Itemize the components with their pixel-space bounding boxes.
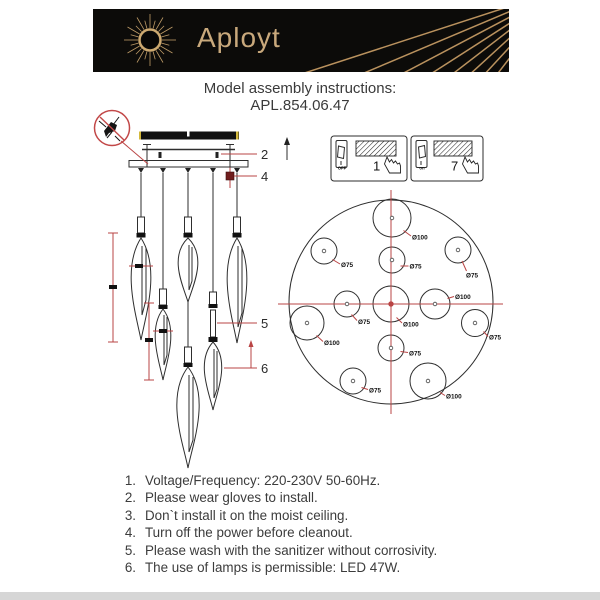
assembly-title: Model assembly instructions: xyxy=(203,80,397,97)
pendant xyxy=(178,217,198,302)
instruction-item xyxy=(119,489,437,506)
terminal-strip-icon xyxy=(434,141,472,156)
step-number: 7 xyxy=(451,158,459,174)
diameter-label: Ø100 xyxy=(412,234,428,242)
instruction-number: 1. xyxy=(124,473,136,488)
step-number: 1 xyxy=(373,158,381,174)
pointing-hand-icon xyxy=(385,157,401,173)
wire-hook xyxy=(234,168,240,173)
instruction-number: 4. xyxy=(124,525,136,541)
callout-5 xyxy=(217,316,268,331)
up-arrow-icon xyxy=(284,137,290,160)
switch-on-icon xyxy=(416,141,427,168)
callout-label: 2 xyxy=(261,147,269,162)
instruction-item xyxy=(119,507,437,524)
ceiling-bar xyxy=(139,132,239,140)
instruction-item xyxy=(119,472,437,489)
pendant xyxy=(177,347,199,468)
wire-hook xyxy=(210,168,216,173)
terminal-strip-icon xyxy=(356,141,396,156)
side-view-diagram xyxy=(95,111,291,469)
diameter-label: Ø100 xyxy=(324,340,340,347)
diameter-labels xyxy=(324,235,502,401)
cord-grip xyxy=(226,168,234,189)
callout-6 xyxy=(224,340,268,376)
instructions-list xyxy=(119,472,437,576)
mounting-bracket xyxy=(142,145,235,168)
instruction-number: 5. xyxy=(124,542,136,558)
diameter-label: Ø75 xyxy=(409,263,422,271)
instruction-item xyxy=(119,559,437,576)
wire-hook xyxy=(160,168,166,173)
diameter-label: Ø75 xyxy=(341,262,354,269)
instruction-text: Turn off the power before cleanout. xyxy=(145,525,353,541)
pendant xyxy=(204,292,221,410)
diameter-label: Ø100 xyxy=(446,393,462,401)
instruction-text: Please wash with the sanitizer without corrosivity. xyxy=(145,542,438,558)
callout-label: 5 xyxy=(261,316,269,331)
diameter-label: Ø100 xyxy=(455,294,471,301)
instruction-item xyxy=(119,524,437,541)
top-view-diagram xyxy=(278,190,503,414)
instruction-item xyxy=(119,542,437,559)
instruction-number: 6. xyxy=(124,560,136,576)
page-edge-strip xyxy=(0,592,600,600)
pointing-hand-icon xyxy=(463,157,479,173)
instruction-number: 2. xyxy=(124,490,136,506)
callout-4 xyxy=(234,169,268,184)
wire-hook xyxy=(185,168,191,173)
diameter-label: Ø75 xyxy=(369,387,382,395)
wire-hook xyxy=(138,168,144,173)
diameter-label: Ø75 xyxy=(466,272,479,280)
pendant xyxy=(131,217,151,340)
pendant xyxy=(155,289,171,380)
switch-state-label: OFF xyxy=(337,165,347,171)
diameter-leaders xyxy=(317,231,489,396)
switch-state-label: on xyxy=(419,165,425,171)
instruction-number: 3. xyxy=(124,507,136,523)
diameter-label: Ø75 xyxy=(358,319,371,326)
brand-logo-text: Aployt xyxy=(197,22,281,53)
step-box-1 xyxy=(331,136,407,181)
instruction-text: Don`t install it on the moist ceiling. xyxy=(145,507,349,523)
callout-label: 4 xyxy=(261,169,269,184)
diameter-label: Ø75 xyxy=(409,350,422,358)
instruction-text: Voltage/Frequency: 220-230V 50-60Hz. xyxy=(145,473,381,488)
step-box-2 xyxy=(411,136,483,181)
instruction-text: The use of lamps is permissible: LED 47W. xyxy=(145,560,401,576)
callout-label: 6 xyxy=(261,361,269,376)
pendant xyxy=(227,217,247,343)
diameter-label: Ø75 xyxy=(489,334,502,342)
center-point xyxy=(388,301,393,306)
instruction-text: Please wear gloves to install. xyxy=(145,490,318,506)
diameter-label: Ø100 xyxy=(403,321,419,329)
switch-off-icon xyxy=(336,141,347,168)
model-number: APL.854.06.47 xyxy=(250,97,350,114)
